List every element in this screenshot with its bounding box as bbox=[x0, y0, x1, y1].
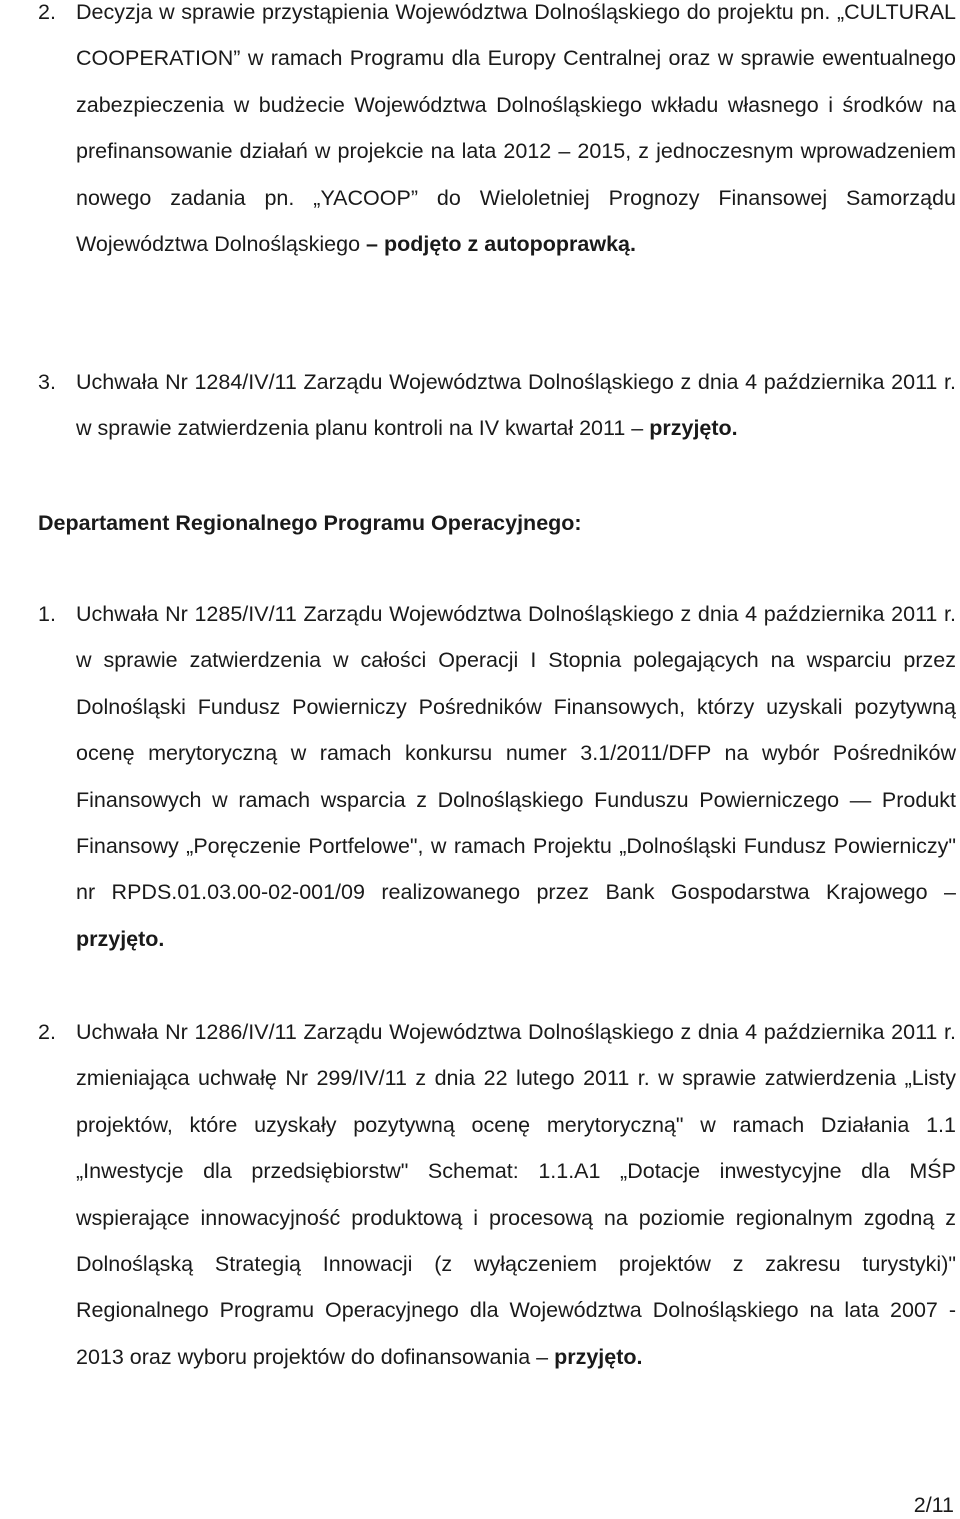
item-result: przyjęto. bbox=[554, 1344, 643, 1369]
item-number: 2. bbox=[38, 0, 56, 24]
item-text bbox=[76, 591, 956, 962]
item-number: 3. bbox=[38, 370, 56, 394]
item-description: Uchwała Nr 1286/IV/11 Zarządu Województwa Dolnośląskiego z dnia 4 października 2011 r. zmieniająca uchwałę Nr 299/IV/11 z dnia 22 lutego 2011 r. w sprawie zatwierdzenia „Listy projektów, które uzyskały pozytywną ocenę merytoryczną" w ramach Działania 1.1 „Inwestycje dla przedsiębiorstw" Schemat: 1.1.A1 „Dotacje inwestycyjne dla MŚP wspierające innowacyjność produktową i procesową na poziomie regionalnym zgodną z Dolnośląską Strategią Innowacji (z wyłączeniem projektów z zakresu turystyki)" Regionalnego Programu Operacyjnego dla Województwa Dolnośląskiego na lata 2007 - 2013 oraz wyboru projektów do dofinansowania – bbox=[76, 1020, 956, 1369]
item-text bbox=[76, 0, 956, 267]
item-result: – podjęto z autopoprawką. bbox=[366, 232, 636, 257]
item-result: przyjęto. bbox=[76, 926, 165, 951]
item-text bbox=[76, 1009, 956, 1380]
item-number: 1. bbox=[38, 602, 56, 626]
department-heading: Departament Regionalnego Programu Operacyjnego: bbox=[38, 511, 582, 535]
department-item-2 bbox=[38, 1009, 956, 1380]
agenda-item-2 bbox=[38, 0, 956, 267]
item-description: Uchwała Nr 1285/IV/11 Zarządu Województwa Dolnośląskiego z dnia 4 października 2011 r. w sprawie zatwierdzenia w całości Operacji I Stopnia polegających na wsparciu przez Dolnośląski Fundusz Powierniczy Pośredników Finansowych, którzy uzyskali pozytywną ocenę merytoryczną w ramach konkursu numer 3.1/2011/DFP na wybór Pośredników Finansowych w ramach wsparcia z Dolnośląskiego Funduszu Powierniczego — Produkt Finansowy „Poręczenie Portfelowe", w ramach Projektu „Dolnośląski Fundusz Powierniczy" nr RPDS.01.03.00-02-001/09 realizowanego przez Bank Gospodarstwa Krajowego – bbox=[76, 602, 956, 905]
item-description: Decyzja w sprawie przystąpienia Województwa Dolnośląskiego do projektu pn. „CULTURAL COOPERATION” w ramach Programu dla Europy Centralnej oraz w sprawie ewentualnego zabezpieczenia w budżecie Województwa Dolnośląskiego wkładu własnego i środków na prefinansowanie działań w projekcie na lata 2012 – 2015, z jednoczesnym wprowadzeniem nowego zadania pn. „YACOOP” do Wieloletniej Prognozy Finansowej Samorządu Województwa Dolnośląskiego bbox=[76, 0, 956, 257]
item-number: 2. bbox=[38, 1020, 56, 1044]
department-item-1 bbox=[38, 591, 956, 962]
item-description: Uchwała Nr 1284/IV/11 Zarządu Województwa Dolnośląskiego z dnia 4 października 2011 r. w sprawie zatwierdzenia planu kontroli na IV kwartał 2011 – bbox=[76, 370, 956, 441]
item-text bbox=[76, 359, 956, 452]
item-result: przyjęto. bbox=[649, 416, 738, 441]
agenda-item-3 bbox=[38, 359, 956, 452]
page-number: 2/11 bbox=[913, 1493, 954, 1517]
